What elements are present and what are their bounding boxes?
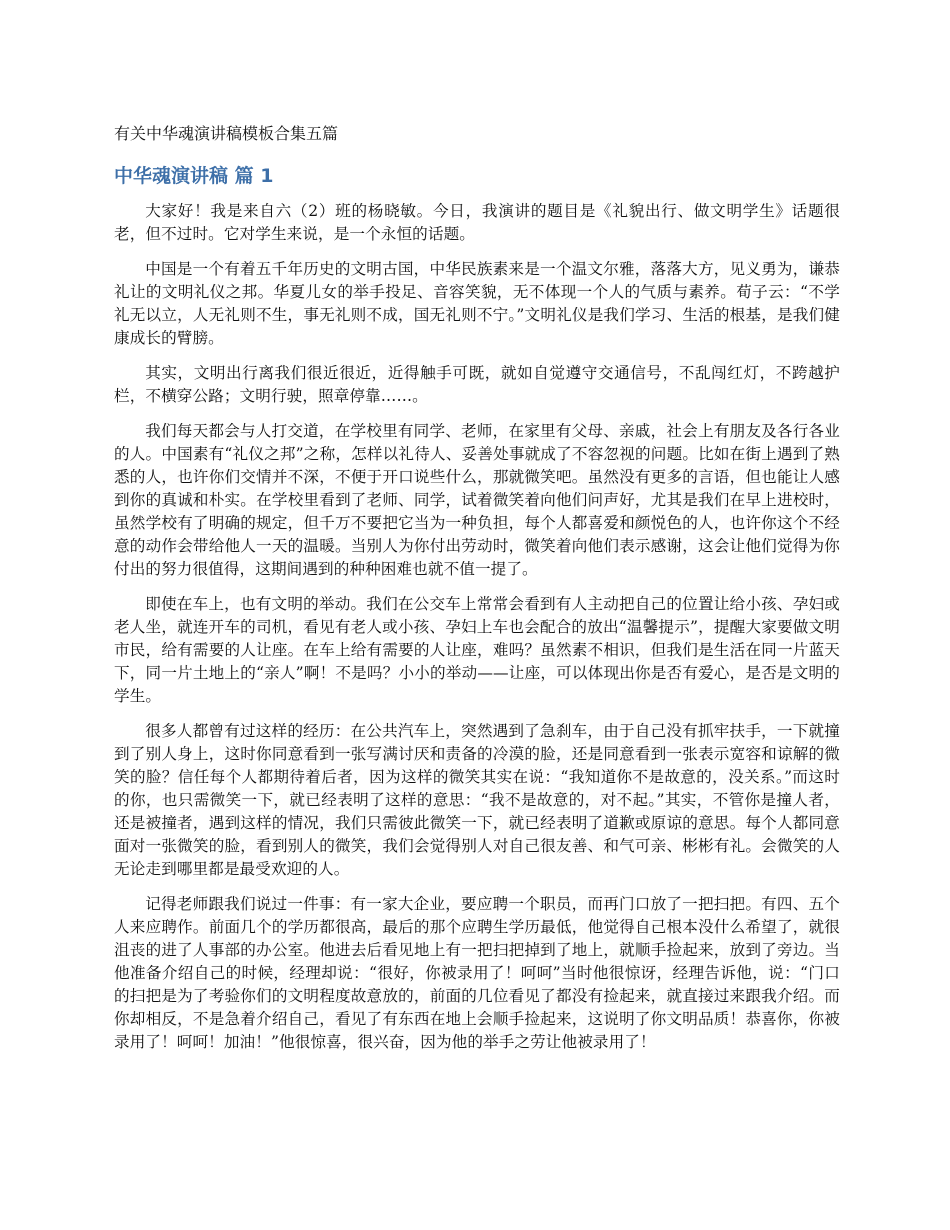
document-title: 有关中华魂演讲稿模板合集五篇 <box>114 124 339 143</box>
paragraph: 我们每天都会与人打交道，在学校里有同学、老师，在家里有父母、亲戚，社会上有朋友及各行各业的人。中国素有“礼仪之邦”之称，怎样以礼待人、妥善处事就成了不容忽视的问题。比如在街上遇到了熟悉的人，也许你们交情并不深，不便于开口说些什么，那就微笑吧。虽然没有更多的言语，但也能让人感到你的真诚和朴实。在学校里看到了老师、同学，试着微笑着向他们问声好，尤其是我们在早上进校时，虽然学校有了明确的规定，但千万不要把它当为一种负担，每个人都喜爱和颜悦色的人，也许你这个不经意的动作会带给他人一天的温暖。当别人为你付出劳动时，微笑着向他们表示感谢，这会让他们觉得为你付出的努力很值得，这期间遇到的种种困难也就不值一提了。 <box>114 422 840 578</box>
paragraph: 即使在车上，也有文明的举动。我们在公交车上常常会看到有人主动把自己的位置让给小孩、孕妇或老人坐，就连开车的司机，看见有老人或小孩、孕妇上车也会配合的放出“温馨提示”，提醒大家要做文明市民，给有需要的人让座。在车上给有需要的人让座，难吗？虽然素不相识，但我们是生活在同一片蓝天下，同一片土地上的“亲人”啊！不是吗？小小的举动——让座，可以体现出你是否有爱心，是否是文明的学生。 <box>114 595 840 705</box>
section-body <box>114 200 840 1054</box>
document-page <box>114 122 840 1066</box>
paragraph: 其实，文明出行离我们很近很近，近得触手可既，就如自觉遵守交通信号，不乱闯红灯，不跨越护栏，不横穿公路；文明行驶，照章停靠……。 <box>114 364 840 405</box>
paragraph: 中国是一个有着五千年历史的文明古国，中华民族素来是一个温文尔雅，落落大方，见义勇为，谦恭礼让的文明礼仪之邦。华夏儿女的举手投足、音容笑貌，无不体现一个人的气质与素养。荀子云：“不学礼无以立，人无礼则不生，事无礼则不成，国无礼则不宁。”文明礼仪是我们学习、生活的根基，是我们健康成长的臂膀。 <box>114 260 840 347</box>
paragraph: 很多人都曾有过这样的经历：在公共汽车上，突然遇到了急刹车，由于自己没有抓牢扶手，一下就撞到了别人身上，这时你同意看到一张写满讨厌和责备的冷漠的脸，还是同意看到一张表示宽容和谅解的微笑的脸？信任每个人都期待着后者，因为这样的微笑其实在说：“我知道你不是故意的，没关系。”而这时的你，也只需微笑一下，就已经表明了这样的意思：“我不是故意的，对不起。”其实，不管你是撞人者，还是被撞者，遇到这样的情况，我们只需彼此微笑一下，就已经表明了道歉或原谅的意思。每个人都同意面对一张微笑的脸，看到别人的微笑，我们会觉得别人对自己很友善、和气可亲、彬彬有礼。会微笑的人无论走到哪里都是最受欢迎的人。 <box>114 722 840 878</box>
paragraph: 记得老师跟我们说过一件事：有一家大企业，要应聘一个职员，而再门口放了一把扫把。有四、五个人来应聘作。前面几个的学历都很高，最后的那个应聘生学历最低，他觉得自己根本没什么希望了，就很沮丧的进了人事部的办公室。他进去后看见地上有一把扫把掉到了地上，就顺手捡起来，放到了旁边。当他准备介绍自己的时候，经理却说：“很好，你被录用了！呵呵”当时他很惊讶，经理告诉他，说：“门口的扫把是为了考验你们的文明程度故意放的，前面的几位看见了都没有捡起来，就直接过来跟我介绍。而你却相反，不是急着介绍自己，看见了有东西在地上会顺手捡起来，这说明了你文明品质！恭喜你，你被录用了！呵呵！加油！”他很惊喜，很兴奋，因为他的举手之劳让他被录用了！ <box>114 895 840 1051</box>
section-heading: 中华魂演讲稿 篇 1 <box>114 165 274 187</box>
paragraph: 大家好！我是来自六（2）班的杨晓敏。今日，我演讲的题目是《礼貌出行、做文明学生》话题很老，但不过时。它对学生来说，是一个永恒的话题。 <box>114 202 840 243</box>
